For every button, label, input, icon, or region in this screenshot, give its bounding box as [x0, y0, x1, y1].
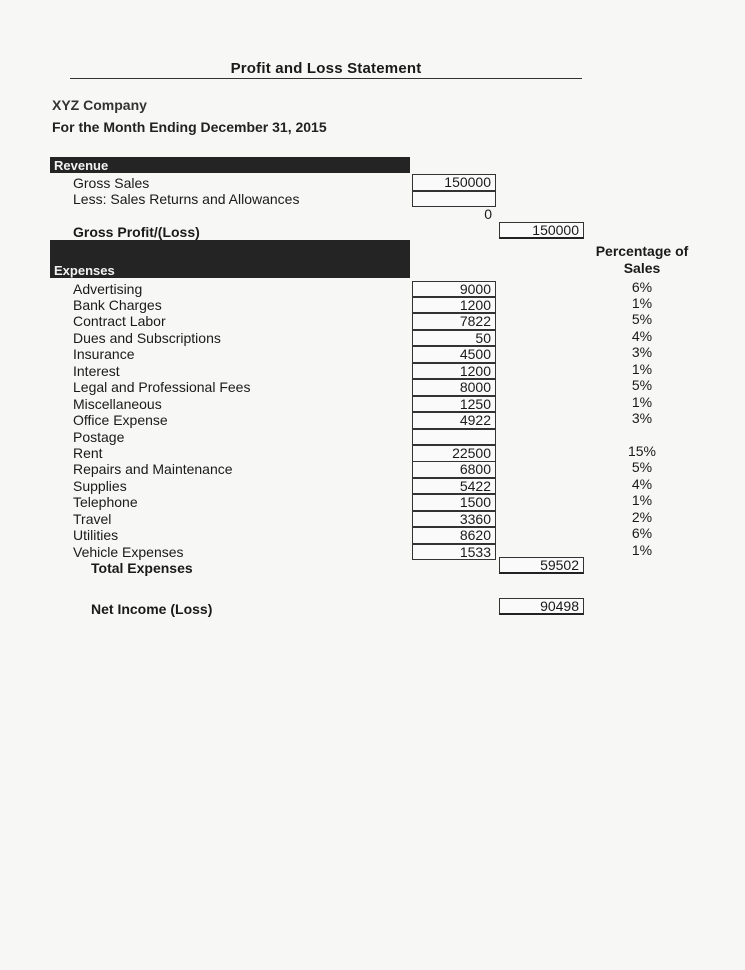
expense-value: 1250 [412, 396, 496, 413]
gross-sales-label: Gross Sales [73, 175, 150, 191]
percentage-header-line2: Sales [623, 260, 661, 276]
expense-label: Repairs and Maintenance [73, 461, 233, 478]
expense-label: Dues and Subscriptions [73, 329, 221, 346]
expense-value: 5422 [412, 478, 496, 495]
expense-value: 8000 [412, 379, 496, 396]
expense-percentage: 5% [631, 459, 653, 476]
expense-label: Rent [73, 445, 103, 461]
expense-label: Bank Charges [73, 296, 162, 313]
gross-profit-label: Gross Profit/(Loss) [73, 224, 200, 240]
expense-label: Legal and Professional Fees [73, 379, 251, 396]
expense-value: 1200 [412, 297, 496, 314]
reporting-period: For the Month Ending December 31, 2015 [52, 119, 327, 135]
net-income-label: Net Income (Loss) [91, 601, 213, 617]
expense-label: Vehicle Expenses [73, 543, 184, 560]
expense-value: 1200 [412, 363, 496, 380]
expense-value: 22500 [412, 445, 496, 462]
expense-label: Travel [73, 510, 112, 527]
expense-label: Insurance [73, 346, 135, 363]
expense-percentage: 6% [631, 525, 653, 542]
expense-percentage: 3% [631, 344, 653, 361]
expense-percentage: 2% [631, 508, 653, 525]
total-expenses-label: Total Expenses [91, 560, 193, 576]
expenses-header [50, 240, 410, 278]
expense-value: 1533 [412, 544, 496, 561]
expenses-header-label: Expenses [54, 263, 115, 278]
expense-value [412, 429, 496, 446]
net-sales-value: 0 [484, 206, 492, 222]
returns-label: Less: Sales Returns and Allowances [73, 191, 300, 207]
total-expenses-value: 59502 [499, 557, 584, 574]
expense-percentage: 1% [631, 294, 653, 311]
expense-percentage: 15% [627, 443, 657, 459]
expense-percentage: 1% [631, 393, 653, 410]
expense-percentage: 5% [631, 311, 653, 328]
expense-value: 6800 [412, 461, 496, 478]
expense-value: 4500 [412, 346, 496, 363]
expense-label: Office Expense [73, 412, 168, 429]
expense-value: 4922 [412, 412, 496, 429]
expense-value: 1500 [412, 494, 496, 511]
expense-percentage: 4% [631, 475, 653, 492]
expense-percentage: 1% [631, 492, 653, 509]
expense-label: Postage [73, 428, 125, 445]
revenue-header: Revenue [50, 157, 410, 173]
expense-percentage: 1% [631, 360, 653, 377]
expense-percentage: 1% [631, 541, 653, 558]
expense-label: Interest [73, 362, 120, 379]
net-income-value: 90498 [499, 598, 584, 615]
expense-label: Advertising [73, 280, 143, 297]
expense-label: Contract Labor [73, 313, 166, 330]
percentage-header [588, 243, 696, 277]
gross-profit-value: 150000 [499, 222, 584, 239]
expense-value: 8620 [412, 527, 496, 544]
expense-label: Telephone [73, 494, 138, 511]
expense-percentage: 5% [631, 377, 653, 394]
page-title: Profit and Loss Statement [230, 60, 422, 77]
expense-percentage: 3% [631, 410, 653, 427]
expense-label: Utilities [73, 527, 119, 544]
expense-percentage [612, 427, 672, 444]
expense-percentage: 6% [631, 278, 653, 295]
percentage-header-line1: Percentage of [595, 243, 689, 259]
expense-value: 9000 [412, 281, 496, 298]
company-name: XYZ Company [52, 97, 147, 113]
expense-value: 3360 [412, 511, 496, 528]
expense-value: 7822 [412, 313, 496, 330]
title-underline [70, 78, 582, 79]
expense-label: Supplies [73, 477, 127, 494]
expense-value: 50 [412, 330, 496, 347]
returns-value [412, 191, 496, 208]
expense-label: Miscellaneous [73, 395, 162, 412]
gross-sales-value: 150000 [412, 174, 496, 191]
expense-percentage: 4% [631, 327, 653, 344]
